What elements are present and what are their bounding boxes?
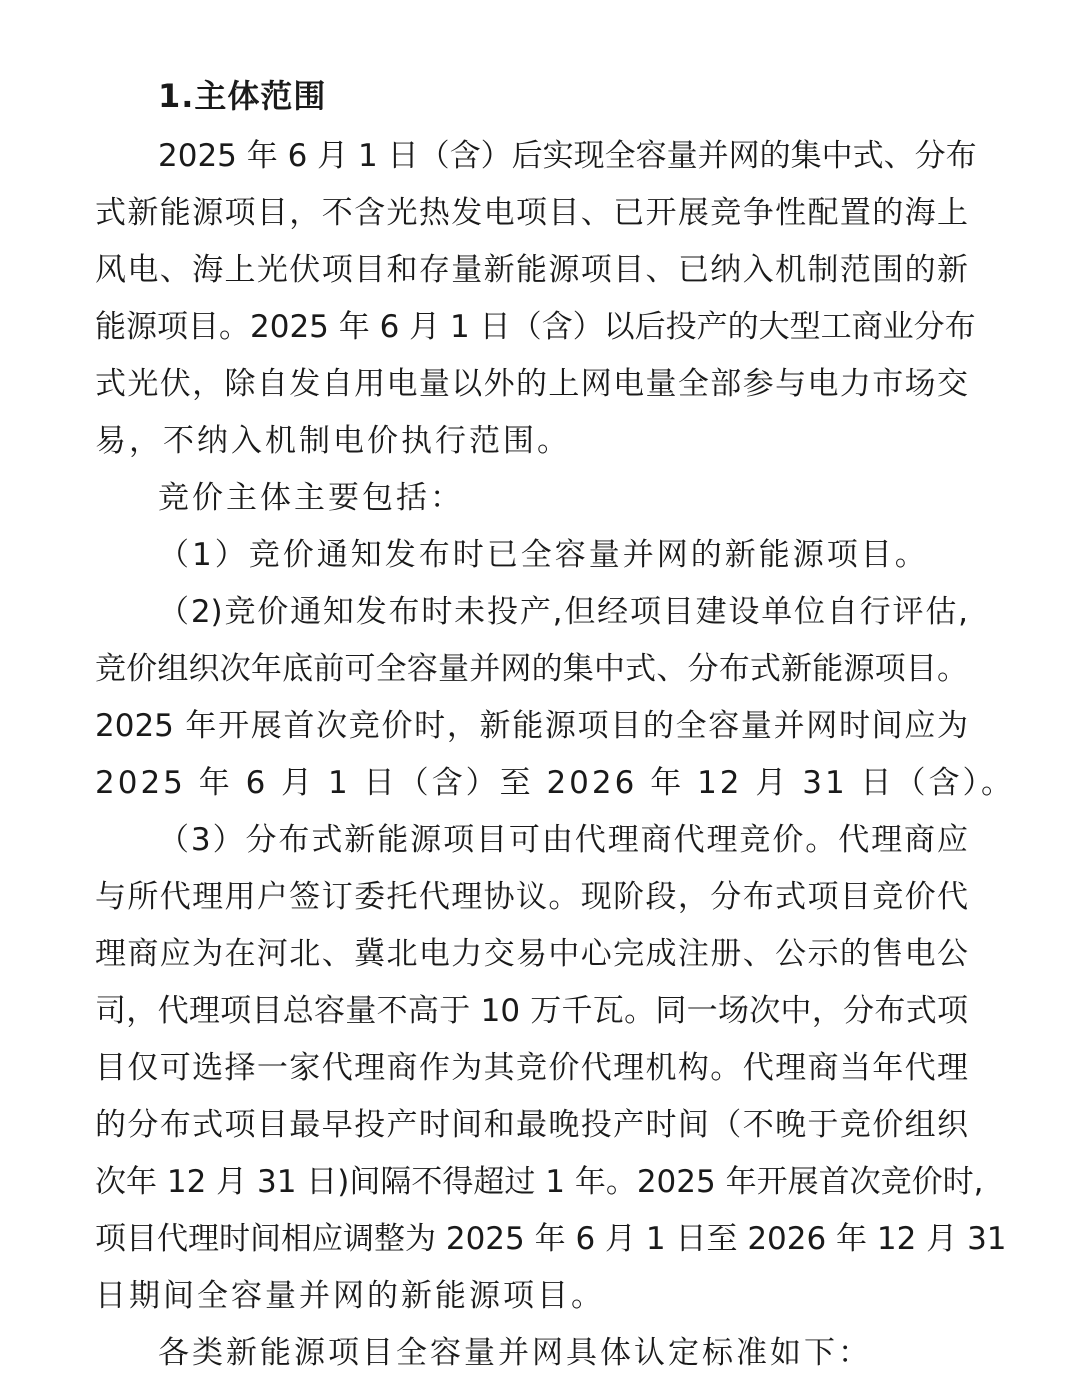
item-3-line-1: （3）分布式新能源项目可由代理商代理竞价。代理商应 [158,822,968,858]
paragraph-1-line-5: 式光伏，除自发自用电量以外的上网电量全部参与电力市场交 [95,366,968,402]
item-3-line-5: 目仅可选择一家代理商作为其竞价代理机构。代理商当年代理 [95,1050,968,1086]
item-2-line-3: 2025 年开展首次竞价时，新能源项目的全容量并网时间应为 [95,708,968,744]
paragraph-1-line-4: 能源项目。2025 年 6 月 1 日（含）以后投产的大型工商业分布 [95,309,976,345]
item-3-line-2: 与所代理用户签订委托代理协议。现阶段，分布式项目竞价代 [95,879,968,915]
item-3-line-3: 理商应为在河北、冀北电力交易中心完成注册、公示的售电公 [95,936,968,972]
paragraph-1-line-1: 2025 年 6 月 1 日（含）后实现全容量并网的集中式、分布 [158,138,977,174]
paragraph-3-line-1: 各类新能源项目全容量并网具体认定标准如下： [158,1335,872,1371]
item-2-line-2: 竞价组织次年底前可全容量并网的集中式、分布式新能源项目。 [95,651,968,687]
item-3-line-9: 日期间全容量并网的新能源项目。 [95,1278,605,1314]
paragraph-1-line-6: 易，不纳入机制电价执行范围。 [95,423,571,459]
item-3-line-7: 次年 12 月 31 日)间隔不得超过 1 年。2025 年开展首次竞价时, [95,1164,984,1200]
paragraph-1-line-2: 式新能源项目，不含光热发电项目、已开展竞争性配置的海上 [95,195,968,231]
item-3-line-4: 司，代理项目总容量不高于 10 万千瓦。同一场次中，分布式项 [95,993,968,1029]
section-heading: 1.主体范围 [158,77,327,115]
item-2-line-4: 2025 年 6 月 1 日（含）至 2026 年 12 月 31 日（含）。 [95,765,1016,801]
item-2-line-1: （2)竞价通知发布时未投产,但经项目建设单位自行评估, [158,594,968,630]
item-3-line-6: 的分布式项目最早投产时间和最晚投产时间（不晚于竞价组织 [95,1107,968,1143]
paragraph-2-line-1: 竞价主体主要包括： [158,480,464,516]
paragraph-1-line-3: 风电、海上光伏项目和存量新能源项目、已纳入机制范围的新 [95,252,968,288]
item-3-line-8: 项目代理时间相应调整为 2025 年 6 月 1 日至 2026 年 12 月 31 [95,1221,1007,1257]
item-1-line-1: （1）竞价通知发布时已全容量并网的新能源项目。 [158,537,929,573]
